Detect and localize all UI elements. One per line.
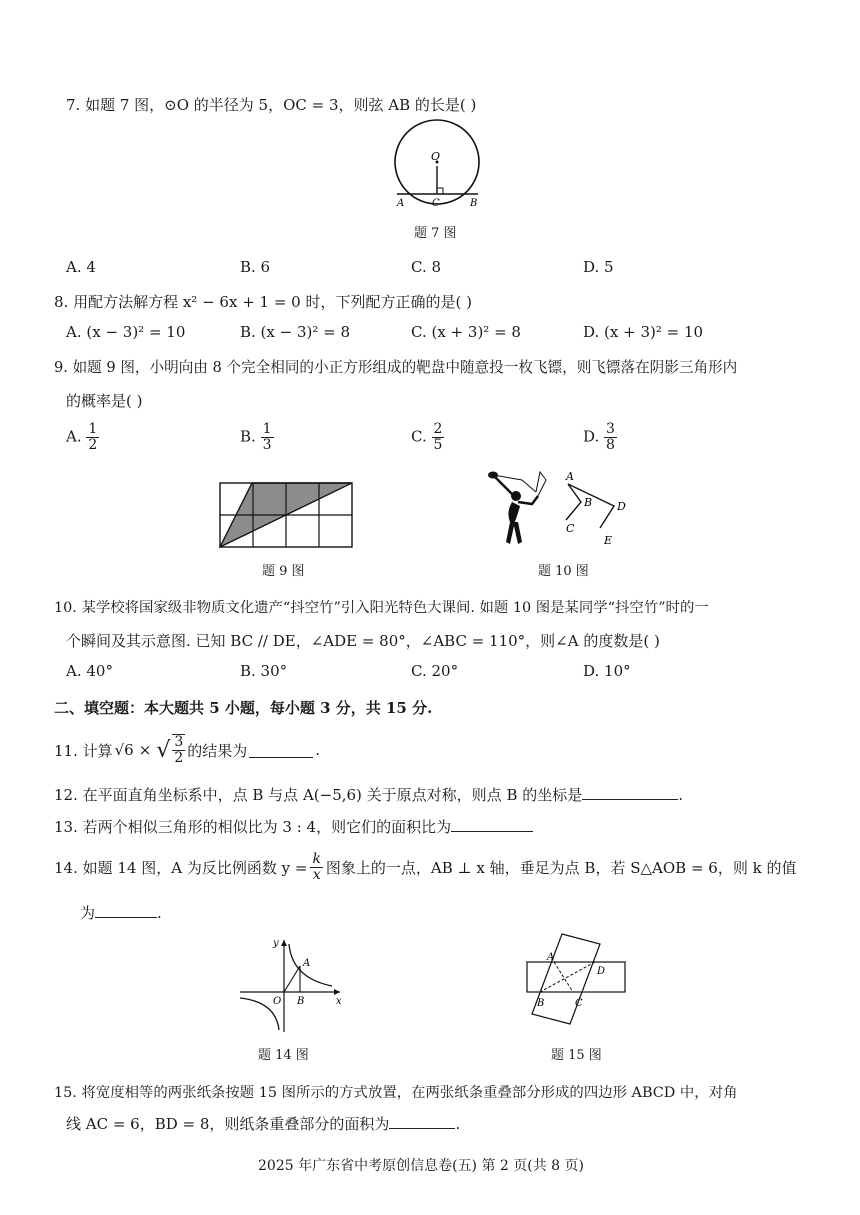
q10-option-d: D. 10° [583,662,631,680]
q9-option-a [66,422,99,453]
q15-label-B: B [537,998,545,1009]
q13-line [54,816,533,837]
q13-answer-blank[interactable] [451,817,533,832]
q10-stem-line2: 个瞬间及其示意图. 已知 BC // DE，∠ADE = 80°，∠ABC = 110°，则∠A 的度数是( ) [66,632,660,650]
q7-circle-figure [390,118,490,214]
q9-option-d-num: 3 [606,421,615,437]
q9-option-d-den: 8 [606,437,615,453]
q14-label-O: O [273,996,282,1007]
q14-end: . [157,904,162,922]
q9-stem-line1: 9. 如题 9 图，小明向由 8 个完全相同的小正方形组成的靶盘中随意投一枚飞镖，则飞镖落在阴影三角形内 [54,359,738,376]
q10-label-E: E [604,534,613,547]
q9-option-c-letter: C. [411,427,427,446]
q11-num: 3 [174,734,184,750]
q11-times: × [138,741,152,759]
q10-label-C: C [566,522,575,535]
q9-option-d-fraction [604,422,617,453]
q15-line2-text: 线 AC = 6，BD = 8，则纸条重叠部分的面积为 [66,1115,390,1133]
q9-option-b-fraction [261,422,274,453]
q14-label-x: x [336,996,342,1007]
section2-heading: 二、填空题：本大题共 5 小题，每小题 3 分，共 15 分. [54,699,433,717]
q15-line1: 15. 将宽度相等的两张纸条按题 15 图所示的方式放置，在两张纸条重叠部分形成的四边形 ABCD 中，对角 [54,1085,738,1101]
q11-line [54,734,320,766]
q9-option-d [583,422,617,453]
q7-option-c: C. 8 [411,258,442,276]
q10-label-D: D [617,500,626,513]
q10-caption: 题 10 图 [538,564,589,579]
q11-answer-blank[interactable] [249,743,313,758]
q14-line2 [80,902,162,923]
q9-caption: 题 9 图 [262,564,305,579]
q14-prefix: 14. 如题 14 图，A 为反比例函数 y = [54,859,308,877]
q7-label-A: A [397,198,405,209]
q14-caption: 题 14 图 [258,1048,309,1063]
q12-text: 12. 在平面直角坐标系中，点 B 与点 A(−5,6) 关于原点对称，则点 B 的坐标是 [54,786,583,804]
q14-hyperbola-figure [236,936,346,1036]
q14-label-A: A [303,958,311,969]
q14-fraction [310,852,322,883]
q14-num: k [312,851,321,867]
q14-label-B: B [297,996,305,1007]
q10-option-c: C. 20° [411,662,459,680]
q8-option-c: C. (x + 3)² = 8 [411,323,521,341]
q15-strips-figure [520,930,630,1028]
q9-option-b-num: 1 [262,421,272,437]
q15-label-A: A [547,952,555,963]
q9-option-a-num: 1 [88,421,98,437]
q7-label-C: C [432,198,440,209]
q10-person-silhouette [488,472,546,545]
q9-option-b-den: 3 [262,437,272,453]
q14-suffix: 图象上的一点，AB ⊥ x 轴，垂足为点 B，若 S△AOB = 6，则 k 的值 [325,859,797,877]
q15-line2 [66,1113,460,1134]
q7-label-O: O [431,150,441,163]
q10-diabolo-figure [480,466,650,554]
q8-option-b: B. (x − 3)² = 8 [240,323,351,341]
q7-option-d: D. 5 [583,258,614,276]
q9-option-c-den: 5 [433,437,443,453]
q9-option-c-num: 2 [433,421,443,437]
q15-label-D: D [597,966,606,977]
q15-label-C: C [575,998,583,1009]
q12-answer-blank[interactable] [582,785,678,800]
q9-stem-line2: 的概率是( ) [66,392,143,410]
q14-line2-text: 为 [80,904,96,922]
q10-option-a: A. 40° [66,662,113,680]
q12-end: . [678,786,684,804]
q8-option-a: A. (x − 3)² = 10 [66,323,186,341]
q15-answer-blank[interactable] [389,1114,455,1129]
q15-end: . [455,1115,461,1133]
q11-sqrt-symbol: √ [156,737,171,763]
q10-option-b: B. 30° [240,662,288,680]
q11-end: . [315,741,321,759]
q13-text: 13. 若两个相似三角形的相似比为 3 : 4，则它们的面积比为 [54,818,452,836]
q14-den: x [312,867,321,883]
q8-stem: 8. 用配方法解方程 x² − 6x + 1 = 0 时，下列配方正确的是( ) [54,293,472,311]
q11-sqrt6: √6 [114,741,134,759]
q8-option-d: D. (x + 3)² = 10 [583,323,704,341]
q9-option-b-letter: B. [240,427,256,446]
q9-option-a-letter: A. [66,427,82,446]
q9-option-a-den: 2 [88,437,98,453]
q10-label-B: B [584,496,593,509]
q9-dartboard-figure [219,482,353,548]
q10-label-A: A [566,470,574,483]
q10-stem-line1: 10. 某学校将国家级非物质文化遗产“抖空竹”引入阳光特色大课间. 如题 10 图是某同学“抖空竹”时的一 [54,600,709,616]
q15-caption: 题 15 图 [551,1048,602,1063]
q14-label-y: y [273,938,279,949]
q11-prefix: 11. 计算 [54,741,113,760]
q12-line [54,784,683,805]
q11-fraction [172,734,185,766]
q7-option-a: A. 4 [66,258,96,276]
page-footer: 2025 年广东省中考原创信息卷(五) 第 2 页(共 8 页) [258,1158,584,1174]
q14-line1 [54,852,796,883]
q7-label-B: B [470,198,478,209]
q7-caption: 题 7 图 [414,226,457,241]
q9-option-b [240,422,274,453]
q9-option-c-fraction [432,422,445,453]
q9-option-d-letter: D. [583,427,600,446]
q9-option-a-fraction [86,422,99,453]
q14-answer-blank[interactable] [95,903,157,918]
q11-suffix: 的结果为 [187,741,248,760]
q7-stem: 7. 如题 7 图，⊙O 的半径为 5，OC = 3，则弦 AB 的长是( ) [66,96,477,114]
q11-den: 2 [174,750,184,766]
q9-option-c [411,422,444,453]
q7-option-b: B. 6 [240,258,271,276]
